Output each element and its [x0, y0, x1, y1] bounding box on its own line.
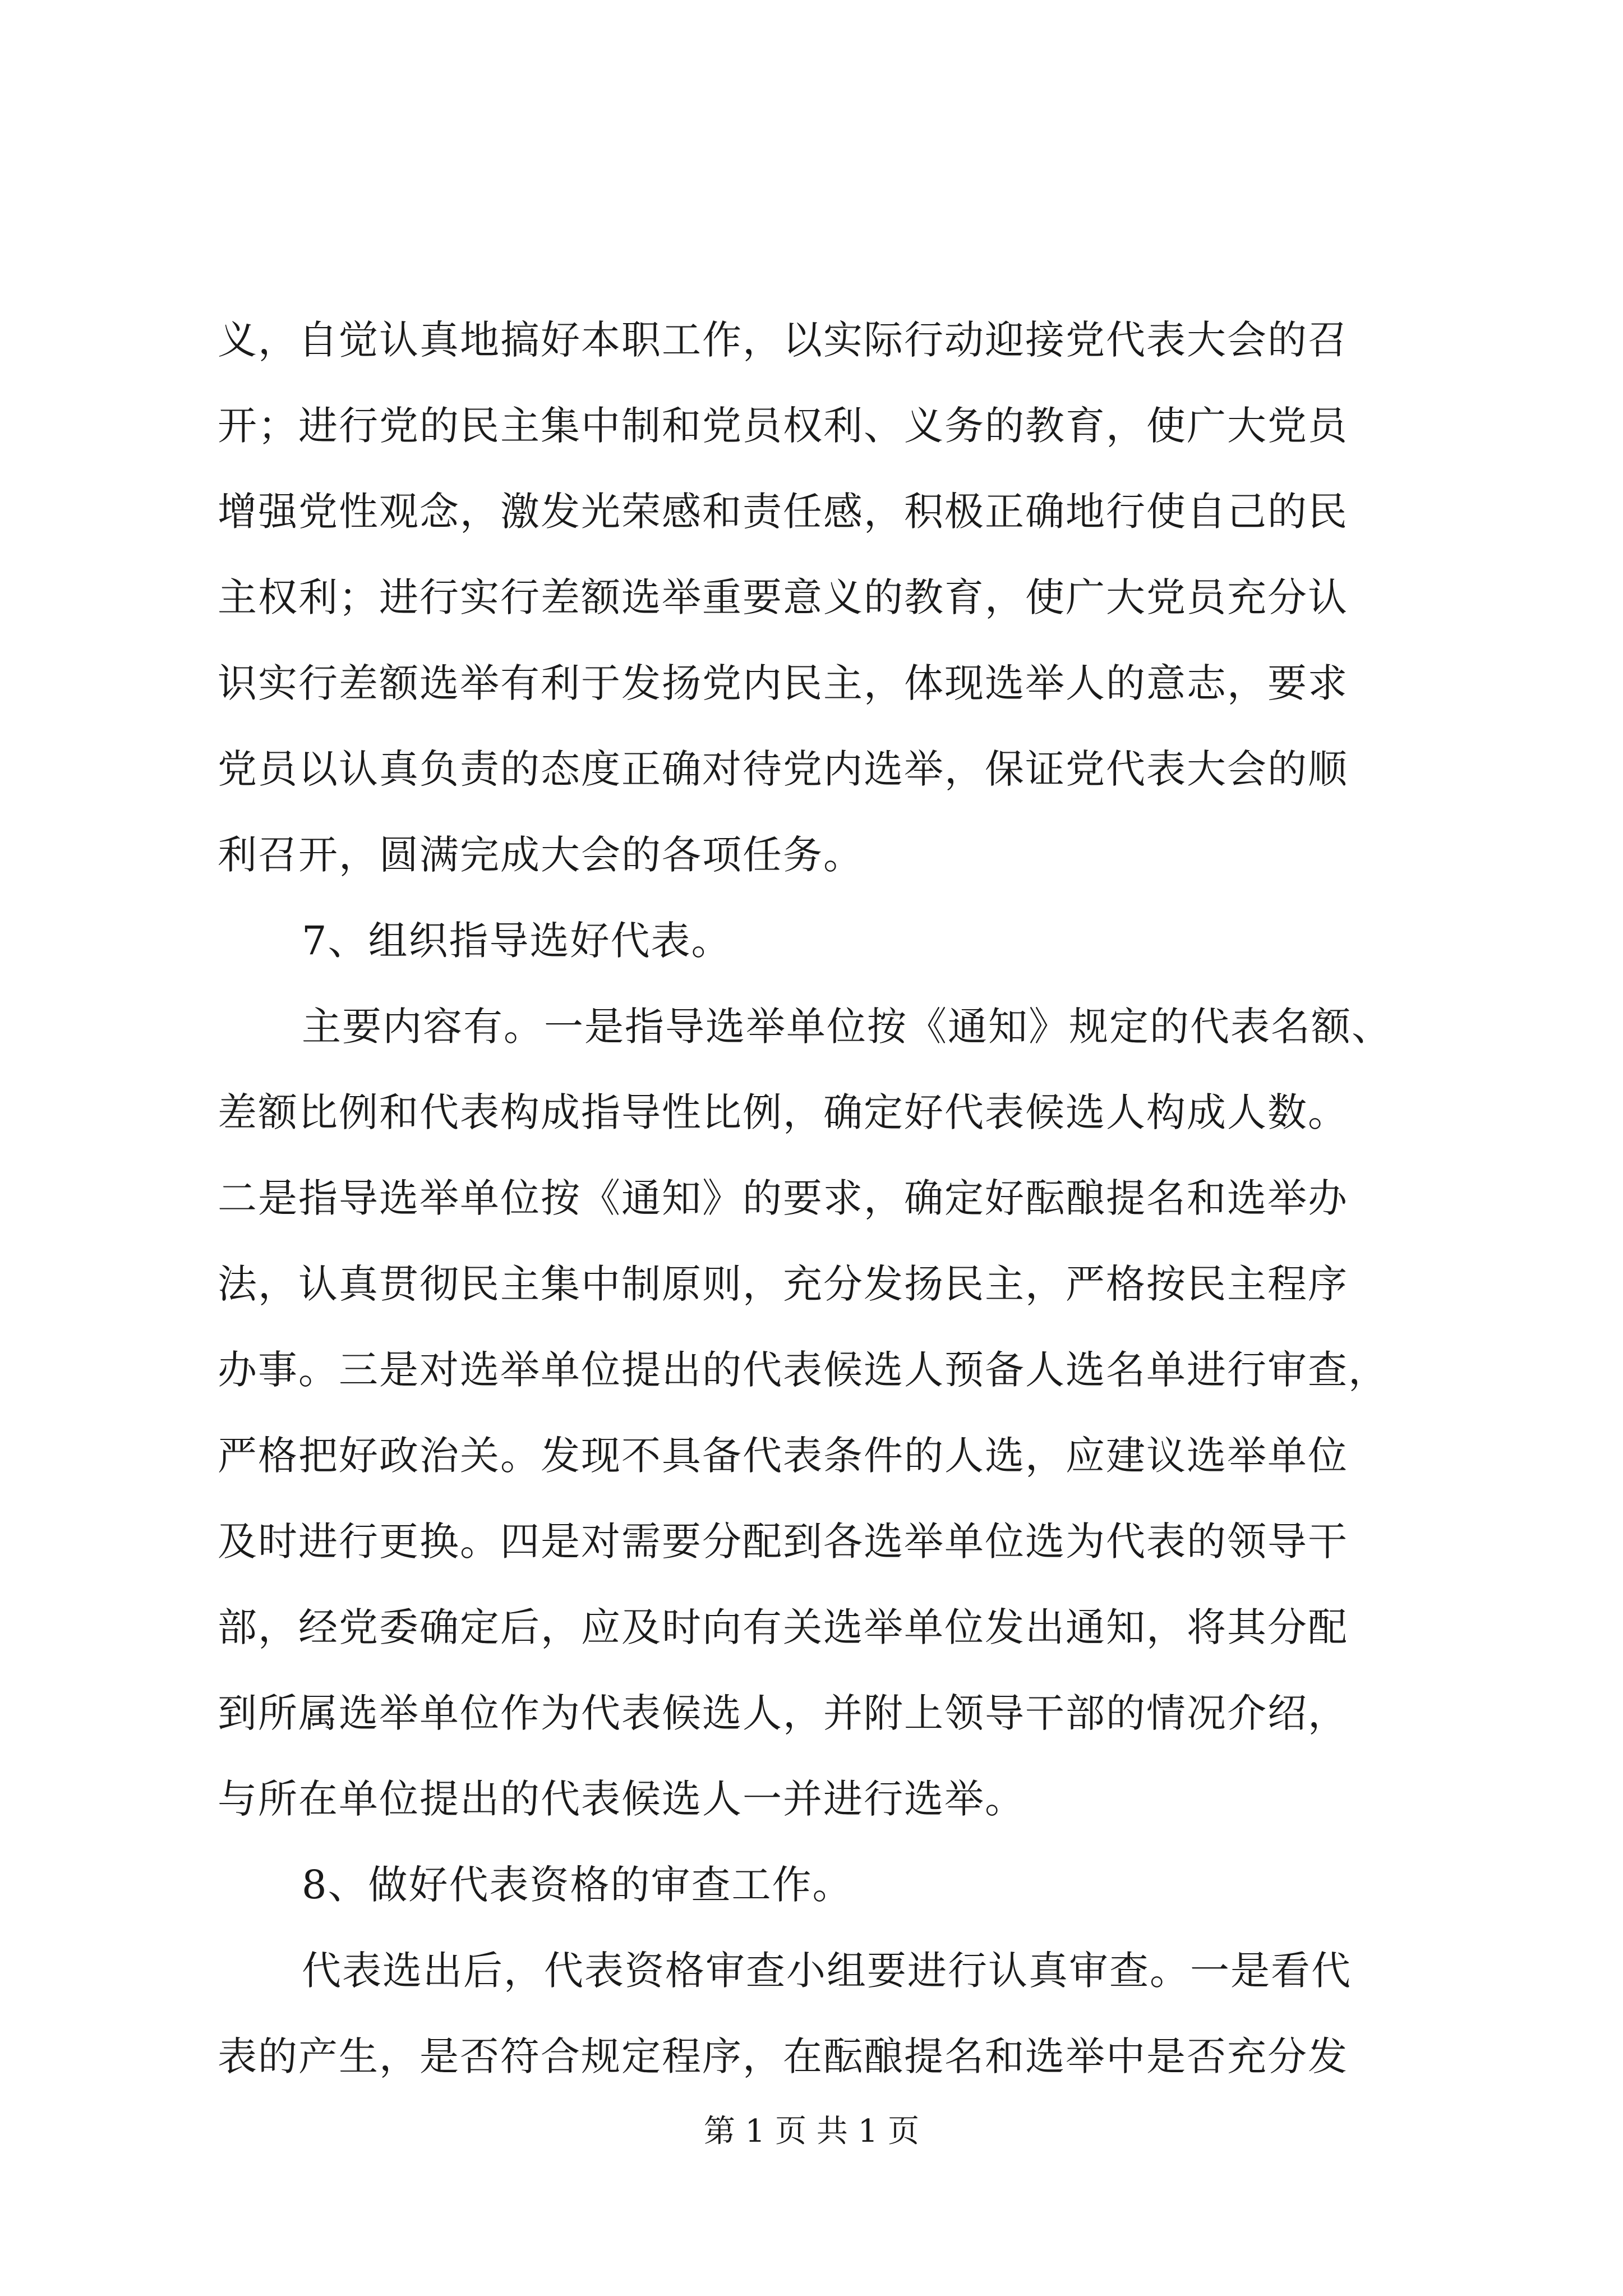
- body-text: [218, 297, 1418, 2100]
- paragraph-line: 办事。三是对选举单位提出的代表候选人预备人选名单进行审查，: [218, 1347, 1389, 1393]
- paragraph-line: 与所在单位提出的代表候选人一并进行选举。: [218, 1776, 1025, 1822]
- paragraph-line: 义，自觉认真地搞好本职工作，以实际行动迎接党代表大会的召: [218, 317, 1348, 363]
- paragraph-line: 部，经党委确定后，应及时向有关选举单位发出通知，将其分配: [218, 1604, 1348, 1650]
- paragraph-line: 法，认真贯彻民主集中制原则，充分发扬民主，严格按民主程序: [218, 1261, 1348, 1307]
- paragraph-line: 开；进行党的民主集中制和党员权利、义务的教育，使广大党员: [218, 403, 1348, 449]
- paragraph-line: 代表选出后，代表资格审查小组要进行认真审查。一是看代: [302, 1948, 1352, 1994]
- paragraph-line: 党员以认真负责的态度正确对待党内选举，保证党代表大会的顺: [218, 746, 1348, 792]
- paragraph-line: 利召开，圆满完成大会的各项任务。: [218, 832, 864, 878]
- paragraph-line: 识实行差额选举有利于发扬党内民主，体现选举人的意志，要求: [218, 660, 1348, 706]
- section-heading-7: 7、组织指导选好代表。: [302, 918, 732, 964]
- paragraph-line: 差额比例和代表构成指导性比例，确定好代表候选人构成人数。: [218, 1089, 1348, 1135]
- paragraph-line: 表的产生，是否符合规定程序，在酝酿提名和选举中是否充分发: [218, 2033, 1348, 2079]
- paragraph-line: 到所属选举单位作为代表候选人，并附上领导干部的情况介绍，: [218, 1690, 1348, 1736]
- paragraph-line: 及时进行更换。四是对需要分配到各选举单位选为代表的领导干: [218, 1519, 1348, 1565]
- paragraph-line: 主要内容有。一是指导选举单位按《通知》规定的代表名额、: [302, 1004, 1392, 1050]
- paragraph-line: 二是指导选举单位按《通知》的要求，确定好酝酿提名和选举办: [218, 1175, 1348, 1221]
- page-footer: 第 1 页 共 1 页: [703, 2113, 920, 2150]
- section-heading-8: 8、做好代表资格的审查工作。: [302, 1862, 853, 1908]
- paragraph-line: 严格把好政治关。发现不具备代表条件的人选，应建议选举单位: [218, 1433, 1348, 1479]
- paragraph-line: 增强党性观念，激发光荣感和责任感，积极正确地行使自己的民: [218, 489, 1348, 535]
- paragraph-line: 主权利；进行实行差额选举重要意义的教育，使广大党员充分认: [218, 574, 1348, 620]
